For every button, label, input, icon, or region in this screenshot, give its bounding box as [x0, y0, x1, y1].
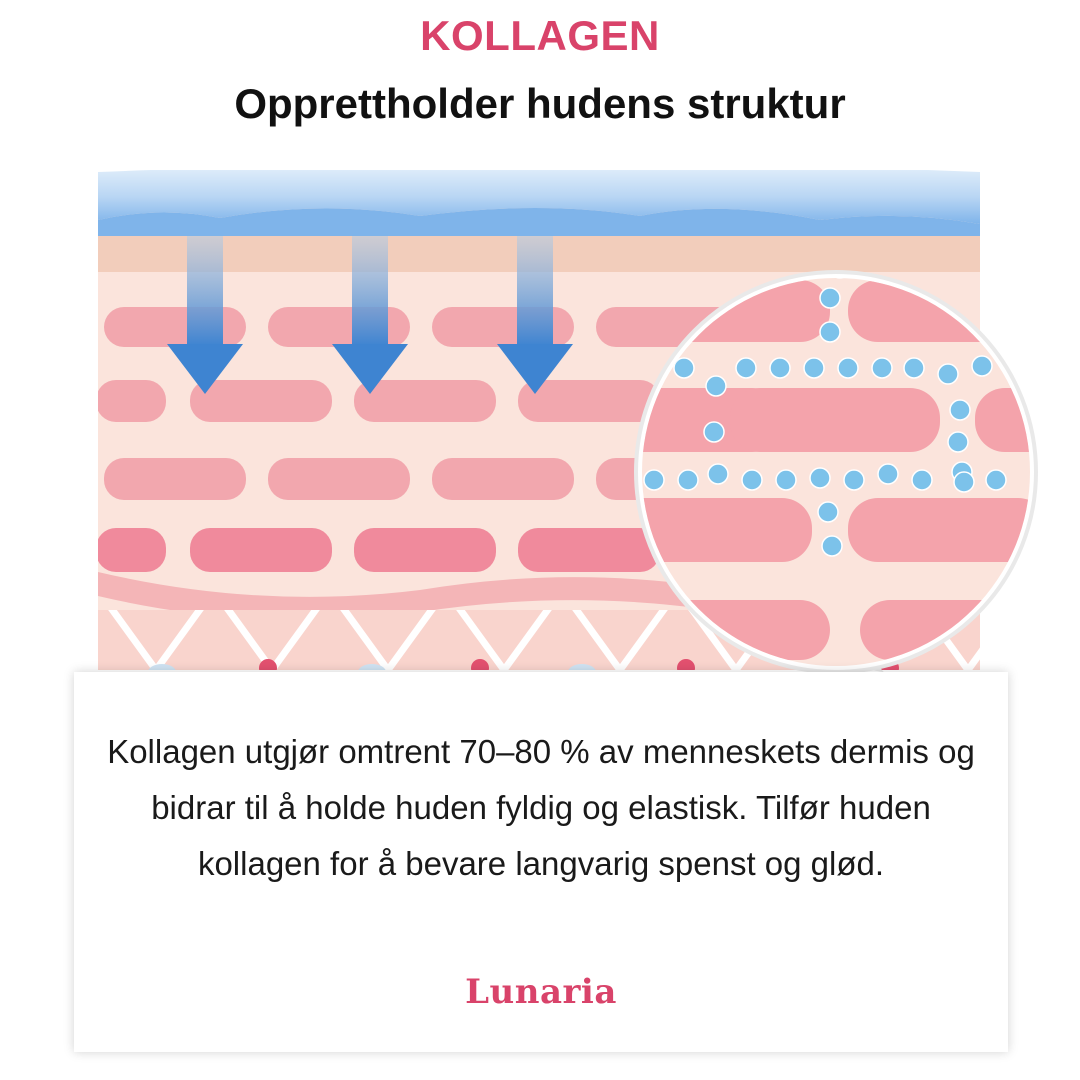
description-text: Kollagen utgjør omtrent 70–80 % av menneskets dermis og bidrar til å holde huden fyldig og elastisk. Tilfør huden kollagen for å bevare langvarig spenst og glød. — [107, 733, 975, 882]
brand-logo: Lunaria — [465, 972, 617, 1012]
skin-layers-illustration — [0, 140, 1080, 700]
page-title: Opprettholder hudens struktur — [234, 80, 846, 127]
info-card — [74, 672, 1008, 1052]
kicker-title: KOLLAGEN — [420, 12, 660, 59]
